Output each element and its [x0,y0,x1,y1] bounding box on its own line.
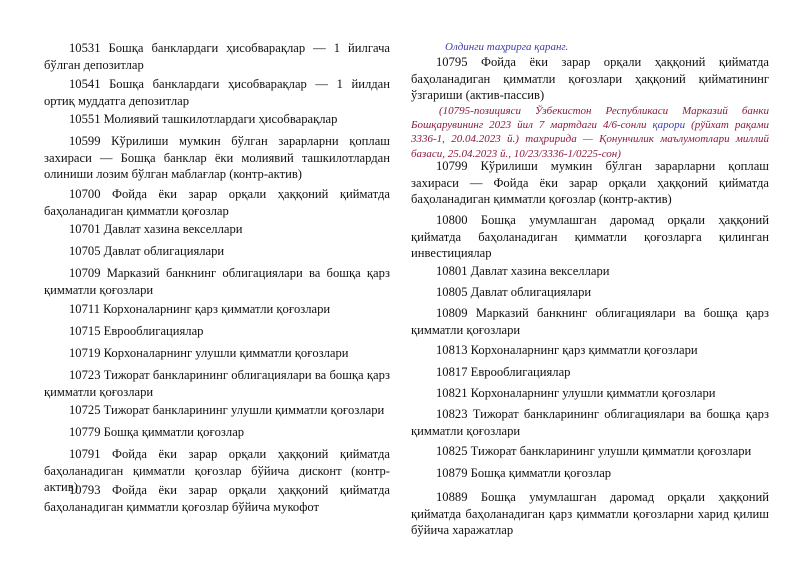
account-entry-10799: 10799 Кўрилиши мумкин бўлган зарарларни қоплаш захираси — Фойда ёки зарар орқали ҳаққоний қийматда баҳоланадиган қимматли қоғозлар (контр-актив) [411,159,769,206]
account-entry-10795: 10795 Фойда ёки зарар орқали ҳаққоний қийматда баҳоланадиган қимматли қоғозлари ҳаққоний қийматининг ўзгариши (актив-пассив) [411,55,769,102]
account-entry-10889: 10889 Бошқа умумлашган даромад орқали ҳаққоний қийматда баҳоланадиган қарз қимматли қоғозларни харид қилиш бўйича харажатлар [411,490,769,537]
account-entry-10825: 10825 Тижорат банкларининг улушли қимматли қоғозлари [436,444,752,458]
amendment-note [411,104,769,161]
account-entry-10541: 10541 Бошқа банклардаги ҳисобварақлар — 1 йилдан ортиқ муддатга депозитлар [44,77,390,108]
account-entry-10723: 10723 Тижорат банкларининг облигациялари ва бошқа қарз қимматли қоғозлари [44,368,390,399]
account-entry-10719: 10719 Корхоналарнинг улушли қимматли қоғозлари [69,346,349,360]
account-entry-10800: 10800 Бошқа умумлашган даромад орқали ҳаққоний қийматда баҳоланадиган қимматли қоғозларга қилинган инвестициялар [411,213,769,260]
amendment-note-text-1: (10795-позицияси Ўзбекистон Республикаси Марказий банки Бошқарувининг 2023 йил 7 мартдаги 4/6-сонли [411,105,769,132]
account-entry-10791: 10791 Фойда ёки зарар орқали ҳаққоний қийматда баҳоланадиган қимматли қоғозлар бўйича дисконт (контр-актив) [44,447,390,494]
account-entry-10715: 10715 Еврооблигациялар [69,324,204,338]
account-entry-10701: 10701 Давлат хазина векселлари [69,222,243,236]
account-entry-10531: 10531 Бошқа банклардаги ҳисобварақлар — 1 йилгача бўлган депозитлар [44,41,390,72]
amendment-note-text-2: (рўйхат рақами 3336-1, 20.04.2023 й.) таҳририда — Қонунчилик маълумотлари миллий базаси, 25.04.2023 й., 10/23/3336-1/0225-сон) [411,119,769,160]
resolution-link[interactable]: қарори [652,119,686,132]
account-entry-10801: 10801 Давлат хазина векселлари [436,264,610,278]
account-entry-10805: 10805 Давлат облигациялари [436,285,592,299]
account-entry-10817: 10817 Еврооблигациялар [436,365,571,379]
account-entry-10879: 10879 Бошқа қимматли қоғозлар [436,466,612,480]
account-entry-10711: 10711 Корхоналарнинг қарз қимматли қоғозлари [69,302,331,316]
account-entry-10823: 10823 Тижорат банкларининг облигациялари ва бошқа қарз қимматли қоғозлари [411,407,769,438]
account-entry-10821: 10821 Корхоналарнинг улушли қимматли қоғозлари [436,386,716,400]
account-entry-10809: 10809 Марказий банкнинг облигациялари ва бошқа қарз қимматли қоғозлари [411,306,769,337]
account-entry-10705: 10705 Давлат облигациялари [69,244,225,258]
account-entry-10551: 10551 Молиявий ташкилотлардаги ҳисобварақлар [69,112,338,126]
account-entry-10779: 10779 Бошқа қимматли қоғозлар [69,425,245,439]
account-entry-10813: 10813 Корхоналарнинг қарз қимматли қоғозлари [436,343,698,357]
account-entry-10709: 10709 Марказий банкнинг облигациялари ва бошқа қарз қимматли қоғозлари [44,266,390,297]
account-entry-10793: 10793 Фойда ёки зарар орқали ҳаққоний қийматда баҳоланадиган қимматли қоғозлар бўйича мукофот [44,483,390,514]
previous-edition-link[interactable]: Олдинги таҳрирга қаранг. [445,41,569,53]
account-entry-10725: 10725 Тижорат банкларининг улушли қимматли қоғозлари [69,403,385,417]
account-entry-10700: 10700 Фойда ёки зарар орқали ҳаққоний қийматда баҳоланадиган қимматли қоғозлар [44,187,390,218]
account-entry-10599: 10599 Кўрилиши мумкин бўлган зарарларни қоплаш захираси — Бошқа банклар ёки молиявий ташкилотлардан олиниши лозим бўлган маблағлар (контр-актив) [44,134,390,181]
